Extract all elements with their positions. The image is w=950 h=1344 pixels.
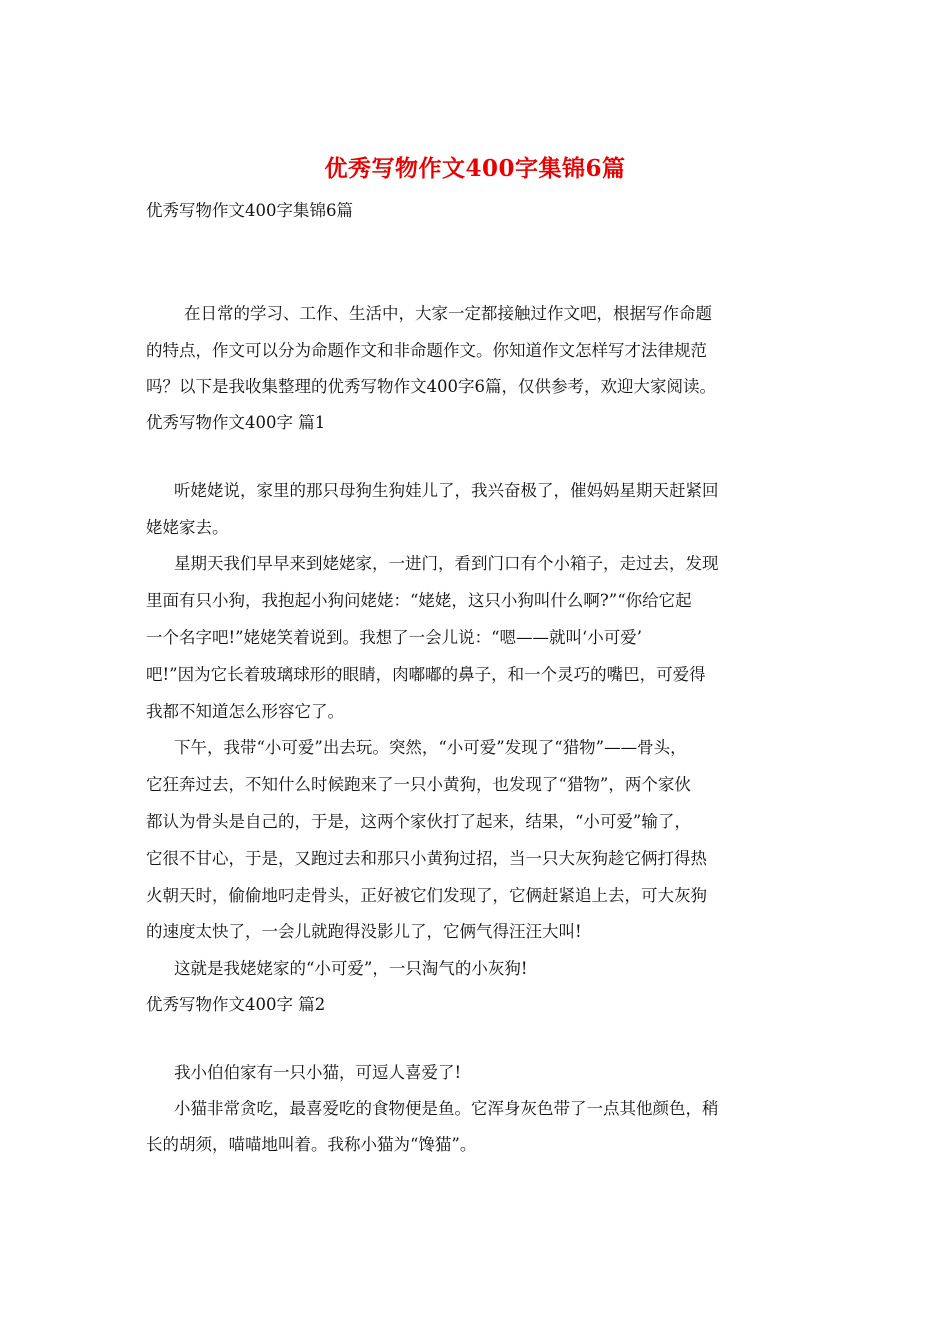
paragraph-line: 火朝天时，偷偷地叼走骨头，正好被它们发现了，它俩赶紧追上去，可大灰狗 bbox=[146, 886, 707, 905]
paragraph-line: 吧!”因为它长着玻璃球形的眼睛，肉嘟嘟的鼻子，和一个灵巧的嘴巴，可爱得 bbox=[146, 665, 706, 684]
paragraph-line: 我小伯伯家有一只小猫，可逗人喜爱了! bbox=[174, 1063, 462, 1082]
intro-line: 吗？以下是我收集整理的优秀写物作文400字6篇，仅供参考，欢迎大家阅读。 bbox=[146, 377, 716, 396]
paragraph-line: 一个名字吧!”姥姥笑着说到。我想了一会儿说：“嗯——就叫‘小可爱’ bbox=[146, 628, 642, 647]
intro-line: 在日常的学习、工作、生活中，大家一定都接触过作文吧，根据写作命题 bbox=[184, 304, 712, 323]
paragraph-line: 星期天我们早早来到姥姥家，一进门，看到门口有个小箱子，走过去，发现 bbox=[174, 554, 719, 573]
paragraph-line: 的速度太快了，一会儿就跑得没影儿了，它俩气得汪汪大叫! bbox=[146, 922, 582, 941]
paragraph-line: 它狂奔过去，不知什么时候跑来了一只小黄狗，也发现了“猎物”，两个家伙 bbox=[146, 775, 691, 794]
document-title: 优秀写物作文400字集锦6篇 bbox=[324, 155, 626, 182]
paragraph-line: 听姥姥说，家里的那只母狗生狗娃儿了，我兴奋极了，催妈妈星期天赶紧回 bbox=[174, 481, 719, 500]
paragraph-line: 我都不知道怎么形容它了。 bbox=[146, 702, 344, 721]
paragraph-line: 姥姥家去。 bbox=[146, 518, 229, 537]
section-heading: 优秀写物作文400字 篇2 bbox=[146, 995, 326, 1014]
paragraph-line: 都认为骨头是自己的，于是，这两个家伙打了起来，结果，“小可爱”输了， bbox=[146, 812, 691, 831]
paragraph-line: 长的胡须，喵喵地叫着。我称小猫为“馋猫”。 bbox=[146, 1135, 477, 1154]
section-heading: 优秀写物作文400字 篇1 bbox=[146, 413, 326, 432]
paragraph-line: 它很不甘心，于是，又跑过去和那只小黄狗过招，当一只大灰狗趁它俩打得热 bbox=[146, 849, 707, 868]
intro-line: 的特点，作文可以分为命题作文和非命题作文。你知道作文怎样写才法律规范 bbox=[146, 341, 707, 360]
document-subtitle: 优秀写物作文400字集锦6篇 bbox=[146, 201, 353, 220]
paragraph-line: 下午，我带“小可爱”出去玩。突然，“小可爱”发现了“猎物”——骨头， bbox=[174, 738, 687, 757]
paragraph-line: 里面有只小狗，我抱起小狗问姥姥：“姥姥，这只小狗叫什么啊?”“你给它起 bbox=[146, 591, 692, 610]
paragraph-line: 这就是我姥姥家的“小可爱”，一只淘气的小灰狗! bbox=[174, 959, 528, 978]
paragraph-line: 小猫非常贪吃，最喜爱吃的食物便是鱼。它浑身灰色带了一点其他颜色，稍 bbox=[174, 1099, 719, 1118]
